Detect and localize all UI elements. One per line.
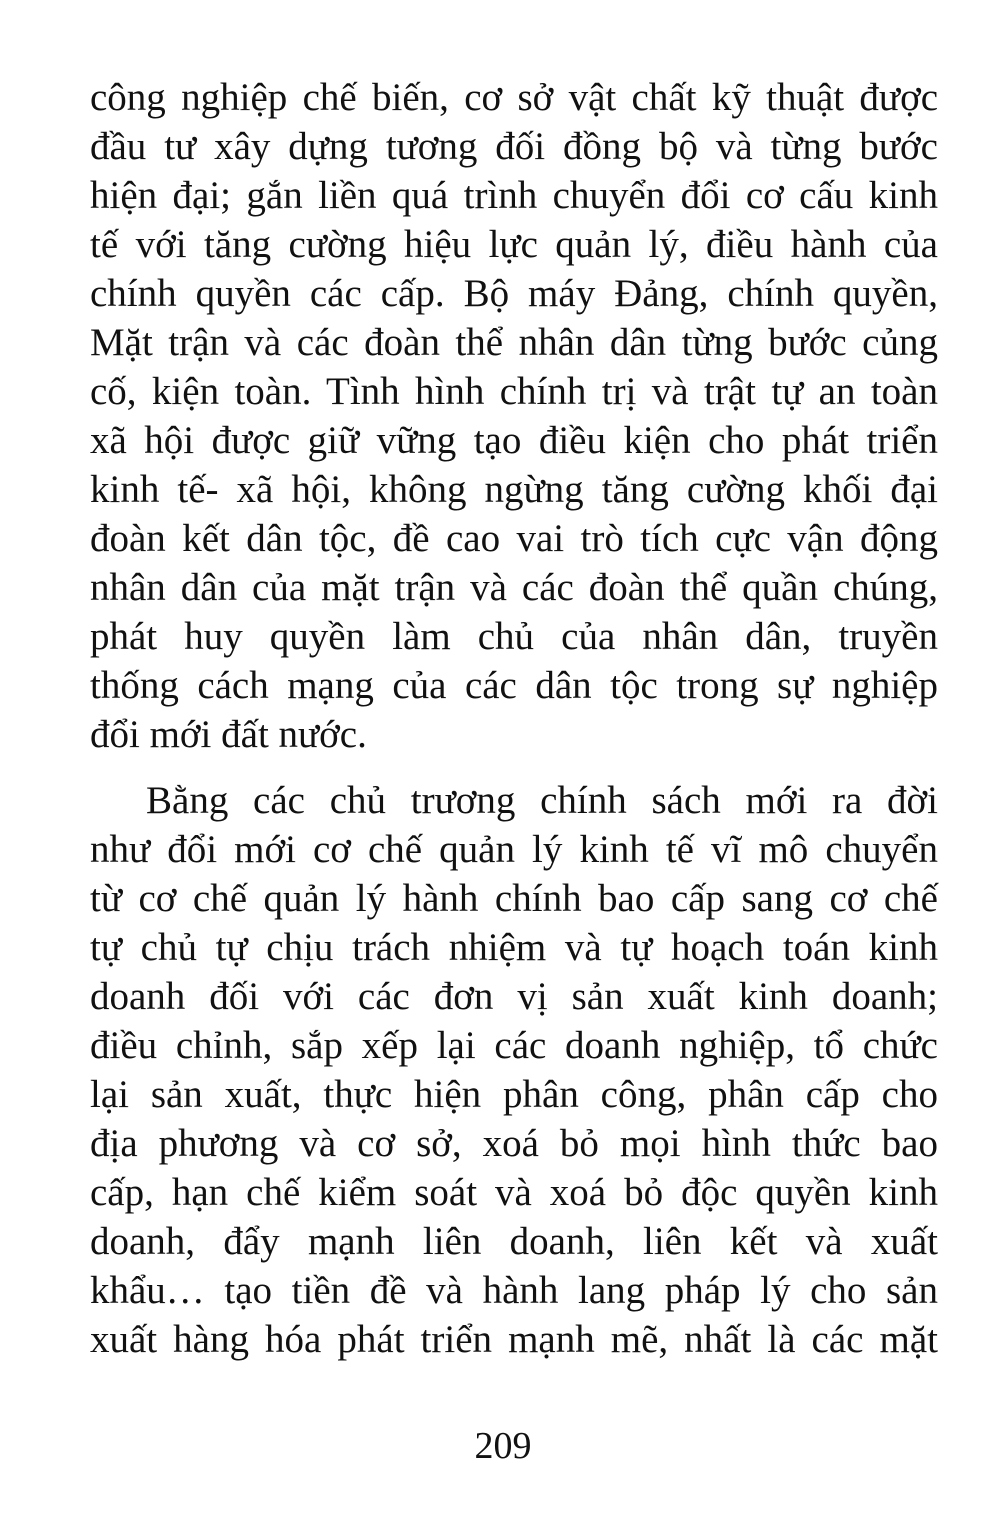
text-line: doanh, đẩy mạnh liên doanh, liên kết và xuất <box>90 1220 938 1263</box>
text-line: đoàn kết dân tộc, đề cao vai trò tích cực vận động <box>90 517 938 560</box>
text-line: tự chủ tự chịu trách nhiệm và tự hoạch toán kinh <box>90 926 938 969</box>
text-line: Mặt trận và các đoàn thể nhân dân từng bước củng <box>90 321 938 364</box>
text-line: địa phương và cơ sở, xoá bỏ mọi hình thức bao <box>90 1122 938 1165</box>
text-line: xã hội được giữ vững tạo điều kiện cho phát triển <box>90 419 938 462</box>
text-line: thống cách mạng của các dân tộc trong sự nghiệp <box>90 664 938 707</box>
text-line: chính quyền các cấp. Bộ máy Đảng, chính quyền, <box>90 272 938 315</box>
page-number: 209 <box>474 1425 532 1467</box>
text-line: từ cơ chế quản lý hành chính bao cấp sang cơ chế <box>90 877 938 920</box>
text-line: cấp, hạn chế kiểm soát và xoá bỏ độc quyền kinh <box>90 1171 938 1214</box>
text-line: cố, kiện toàn. Tình hình chính trị và trật tự an toàn <box>90 370 938 413</box>
text-line: doanh đối với các đơn vị sản xuất kinh doanh; <box>90 975 938 1018</box>
text-line: tế với tăng cường hiệu lực quản lý, điều hành của <box>90 223 938 266</box>
text-line: Bằng các chủ trương chính sách mới ra đời <box>146 779 938 822</box>
text-line: đầu tư xây dựng tương đối đồng bộ và từng bước <box>90 125 938 168</box>
text-line: phát huy quyền làm chủ của nhân dân, truyền <box>90 615 938 658</box>
text-line: đổi mới đất nước. <box>90 713 367 756</box>
text-line: như đổi mới cơ chế quản lý kinh tế vĩ mô chuyển <box>90 828 938 871</box>
text-line: xuất hàng hóa phát triển mạnh mẽ, nhất là các mặt <box>90 1318 938 1361</box>
text-line: hiện đại; gắn liền quá trình chuyển đổi cơ cấu kinh <box>90 174 938 217</box>
text-line: nhân dân của mặt trận và các đoàn thể quần chúng, <box>90 566 938 609</box>
text-line: điều chỉnh, sắp xếp lại các doanh nghiệp, tổ chức <box>90 1024 938 1067</box>
text-line: lại sản xuất, thực hiện phân công, phân cấp cho <box>90 1073 938 1116</box>
text-line: khẩu… tạo tiền đề và hành lang pháp lý cho sản <box>90 1269 938 1312</box>
text-line: kinh tế- xã hội, không ngừng tăng cường khối đại <box>90 468 938 511</box>
text-line: công nghiệp chế biến, cơ sở vật chất kỹ thuật được <box>90 76 938 119</box>
